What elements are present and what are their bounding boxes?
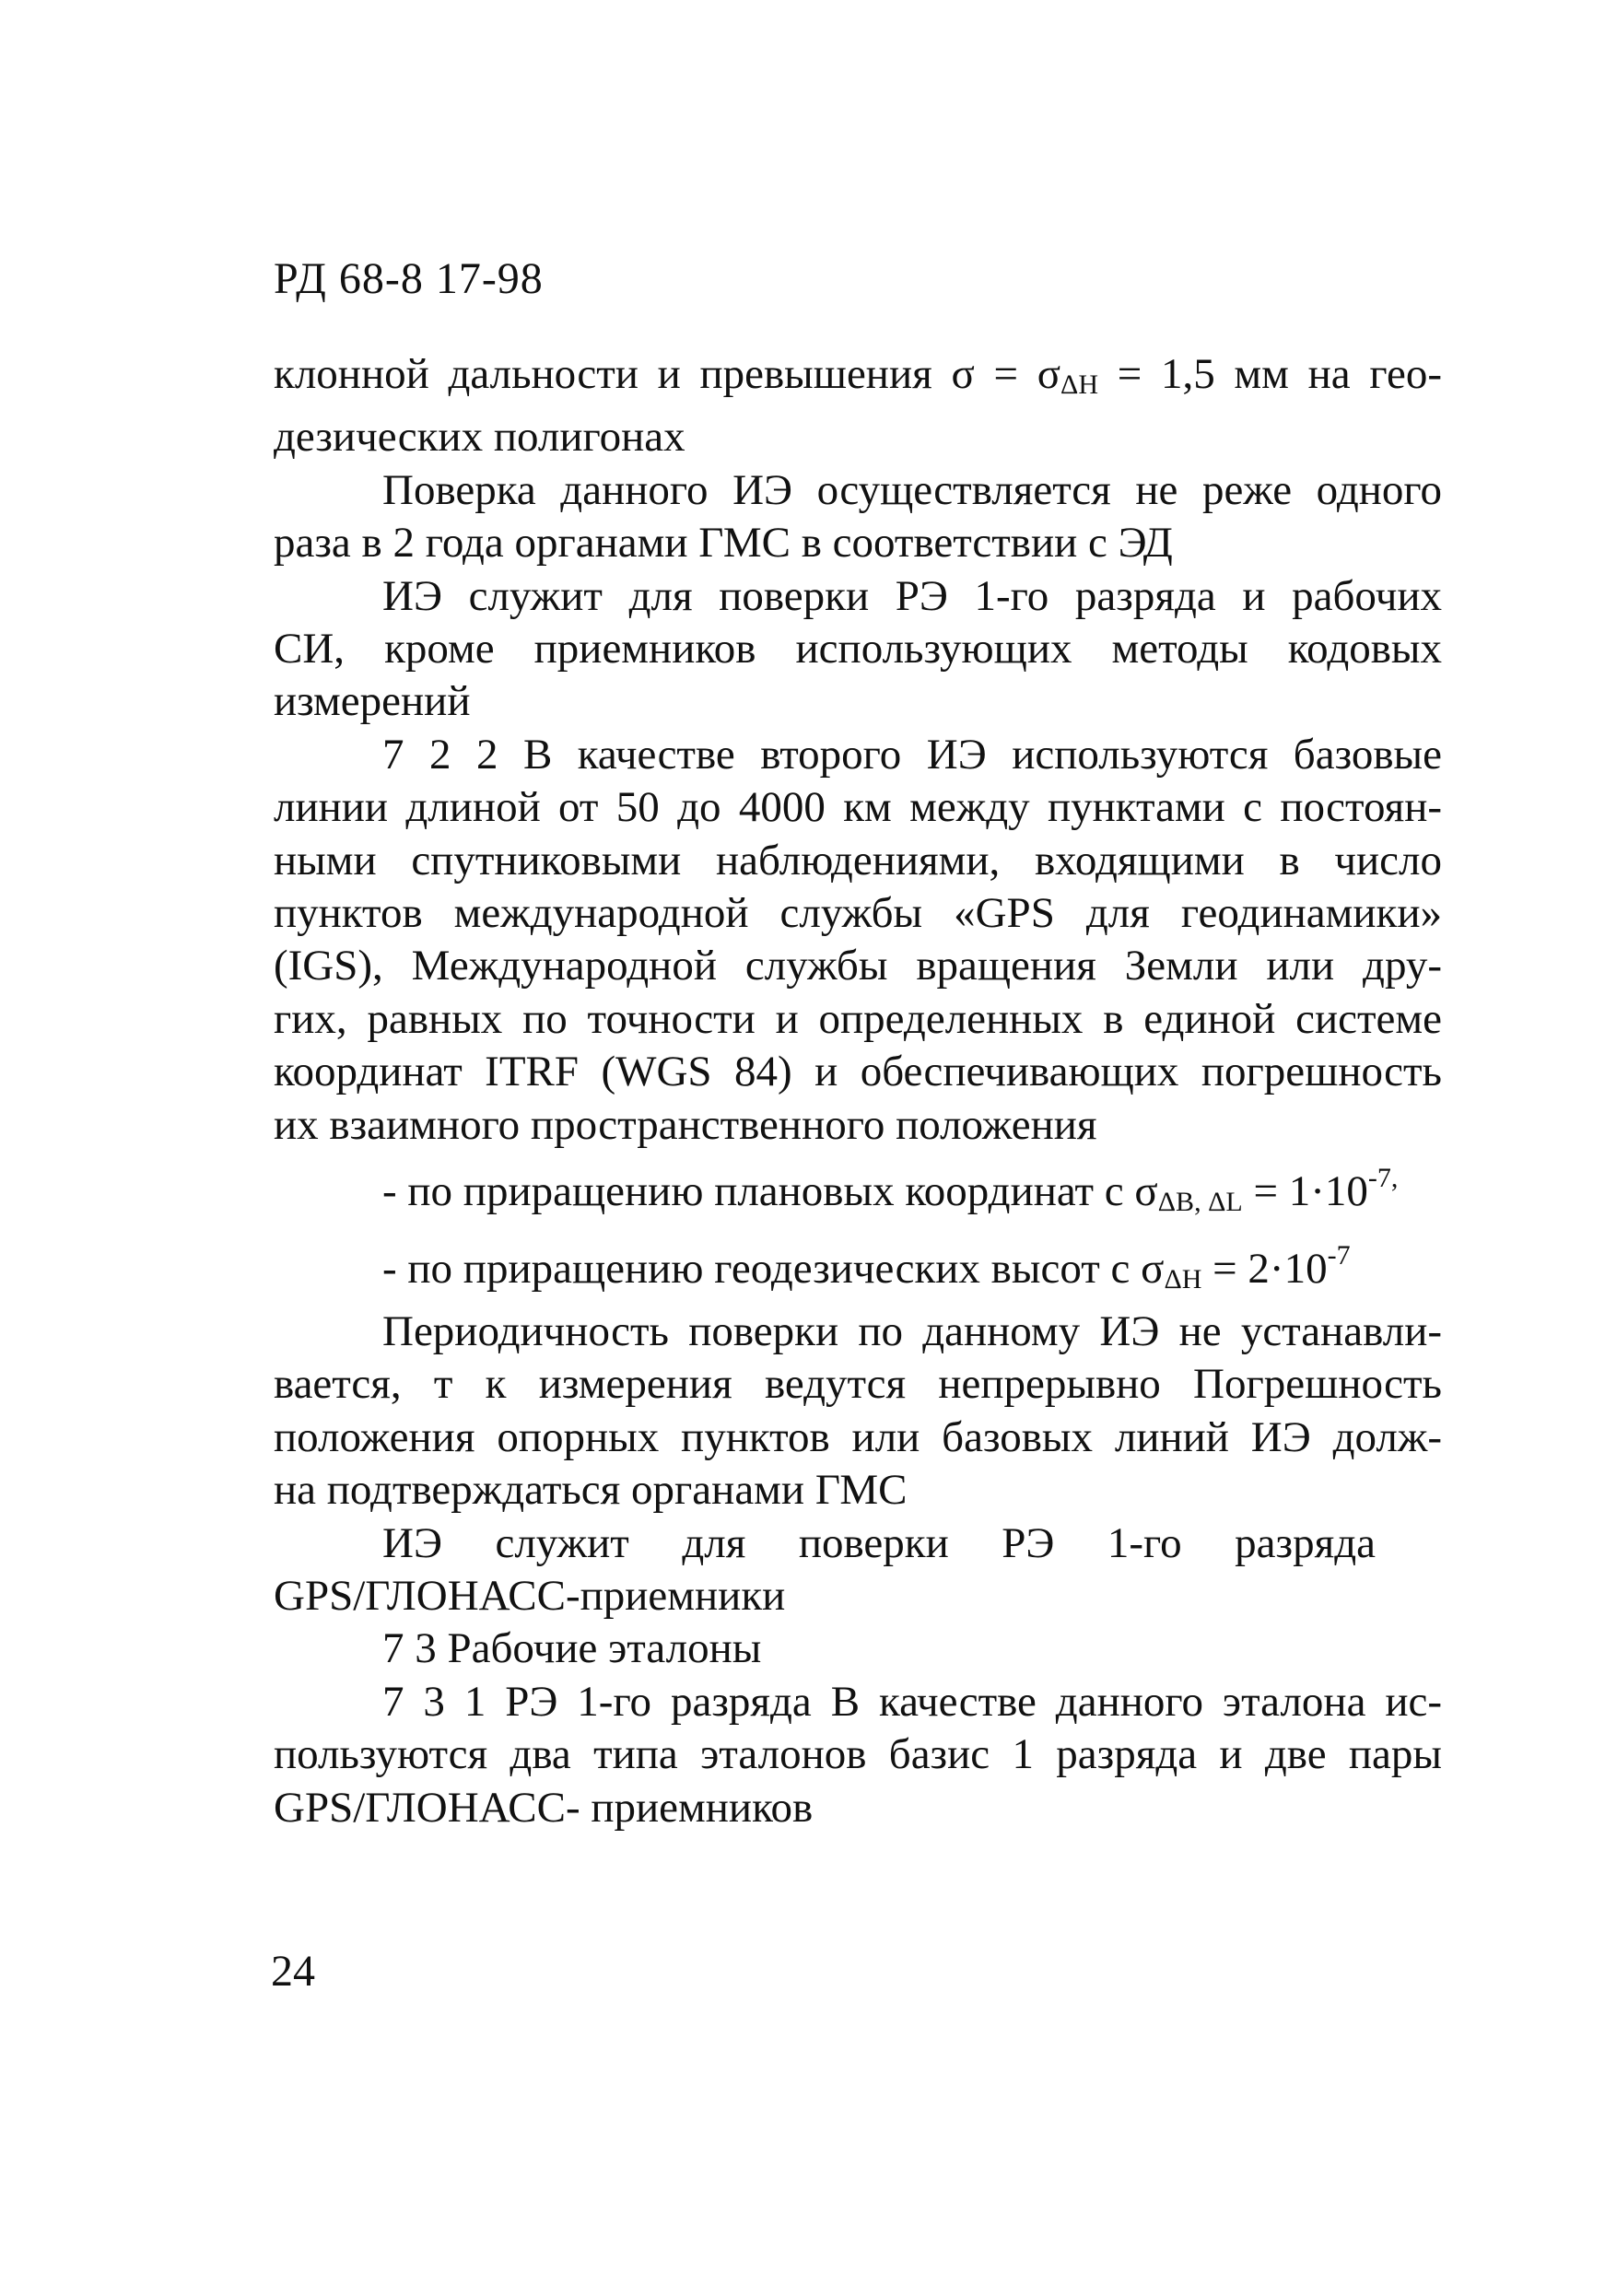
paragraph-8-line-1: 7 3 1 РЭ 1-го разряда В качестве данного эталона ис- xyxy=(382,1677,1442,1726)
text-fragment: = 1·10 xyxy=(1242,1167,1368,1216)
paragraph-8 xyxy=(274,1676,1442,1834)
paragraph-1 xyxy=(274,348,1442,464)
paragraph-3-line-2: СИ, кроме приемников использующих методы кодовых xyxy=(274,625,1442,674)
paragraph-6 xyxy=(274,1517,1442,1623)
paragraph-3-line-1: ИЭ служит для поверки РЭ 1-го разряда и рабочих xyxy=(382,571,1442,620)
paragraph-5-line-3: положения опорных пунктов или базовых линий ИЭ долж- xyxy=(274,1412,1442,1461)
paragraph-5-line-4: на подтверждаться органами ГМС xyxy=(274,1466,908,1515)
paragraph-1-line-2: дезических полигонах xyxy=(274,413,685,462)
text-fragment: - по приращению плановых координат с σ xyxy=(382,1167,1158,1216)
paragraph-3-line-3: измерений xyxy=(274,677,471,726)
paragraph-3 xyxy=(274,570,1442,729)
paragraph-4-line-7: координат ITRF (WGS 84) и обеспечивающих погрешность xyxy=(274,1048,1442,1096)
paragraph-4-line-5: (IGS), Международной службы вращения Земли или дру- xyxy=(274,942,1442,990)
section-heading-line: 7 3 Рабочие эталоны xyxy=(382,1624,762,1673)
list-item-planar-coordinates xyxy=(274,1152,1442,1228)
paragraph-4 xyxy=(274,729,1442,1152)
list-item-line xyxy=(274,1229,1442,1306)
text-fragment: - по приращению геодезических высот с σ xyxy=(382,1244,1165,1293)
paragraph-8-line-3: GPS/ГЛОНАСС- приемников xyxy=(274,1783,814,1832)
document-header: РД 68-8 17-98 xyxy=(274,254,544,303)
paragraph-6-line-1: ИЭ служит для поверки РЭ 1-го разряда xyxy=(382,1518,1376,1567)
text-fragment: клонной дальности и превышения σ = σ xyxy=(274,350,1061,398)
paragraph-4-line-6: гих, равных по точности и определенных в единой системе xyxy=(274,994,1442,1043)
paragraph-1-line-1 xyxy=(274,348,1442,411)
paragraph-5 xyxy=(274,1306,1442,1517)
paragraph-2 xyxy=(274,464,1442,570)
subscript: ΔH xyxy=(1060,369,1099,400)
list-item-line xyxy=(274,1152,1442,1228)
paragraph-5-line-1: Периодичность поверки по данному ИЭ не устанавли- xyxy=(382,1306,1442,1355)
text-fragment: = 2·10 xyxy=(1201,1244,1328,1293)
list-item-geodetic-heights xyxy=(274,1229,1442,1306)
subscript: ΔB, ΔL xyxy=(1157,1187,1243,1218)
paragraph-2-line-1: Поверка данного ИЭ осуществляется не реже одного xyxy=(382,465,1442,514)
paragraph-2-line-2: раза в 2 года органами ГМС в соответствии с ЭД xyxy=(274,519,1173,568)
paragraph-6-line-2: GPS/ГЛОНАСС-приемники xyxy=(274,1571,786,1620)
section-heading-working-standards xyxy=(274,1622,1442,1675)
subscript: ΔH xyxy=(1164,1263,1202,1294)
paragraph-4-line-1: 7 2 2 В качестве второго ИЭ используются базовые xyxy=(382,730,1442,779)
paragraph-4-line-3: ными спутниковыми наблюдениями, входящими в число xyxy=(274,836,1442,884)
text-fragment: = 1,5 мм на гео- xyxy=(1098,350,1442,398)
superscript: -7, xyxy=(1367,1163,1399,1194)
paragraph-4-line-8: их взаимного пространственного положения xyxy=(274,1100,1097,1149)
page-number: 24 xyxy=(271,1947,315,1996)
paragraph-4-line-4: пунктов международной службы «GPS для геодинамики» xyxy=(274,889,1442,938)
paragraph-8-line-2: пользуются два типа эталонов базис 1 разряда и две пары xyxy=(274,1730,1442,1779)
superscript: -7 xyxy=(1327,1239,1351,1271)
document-body xyxy=(274,348,1442,1834)
paragraph-5-line-2: вается, т к измерения ведутся непрерывно Погрешность xyxy=(274,1360,1442,1409)
paragraph-4-line-2: линии длиной от 50 до 4000 км между пунктами с постоян- xyxy=(274,783,1442,832)
